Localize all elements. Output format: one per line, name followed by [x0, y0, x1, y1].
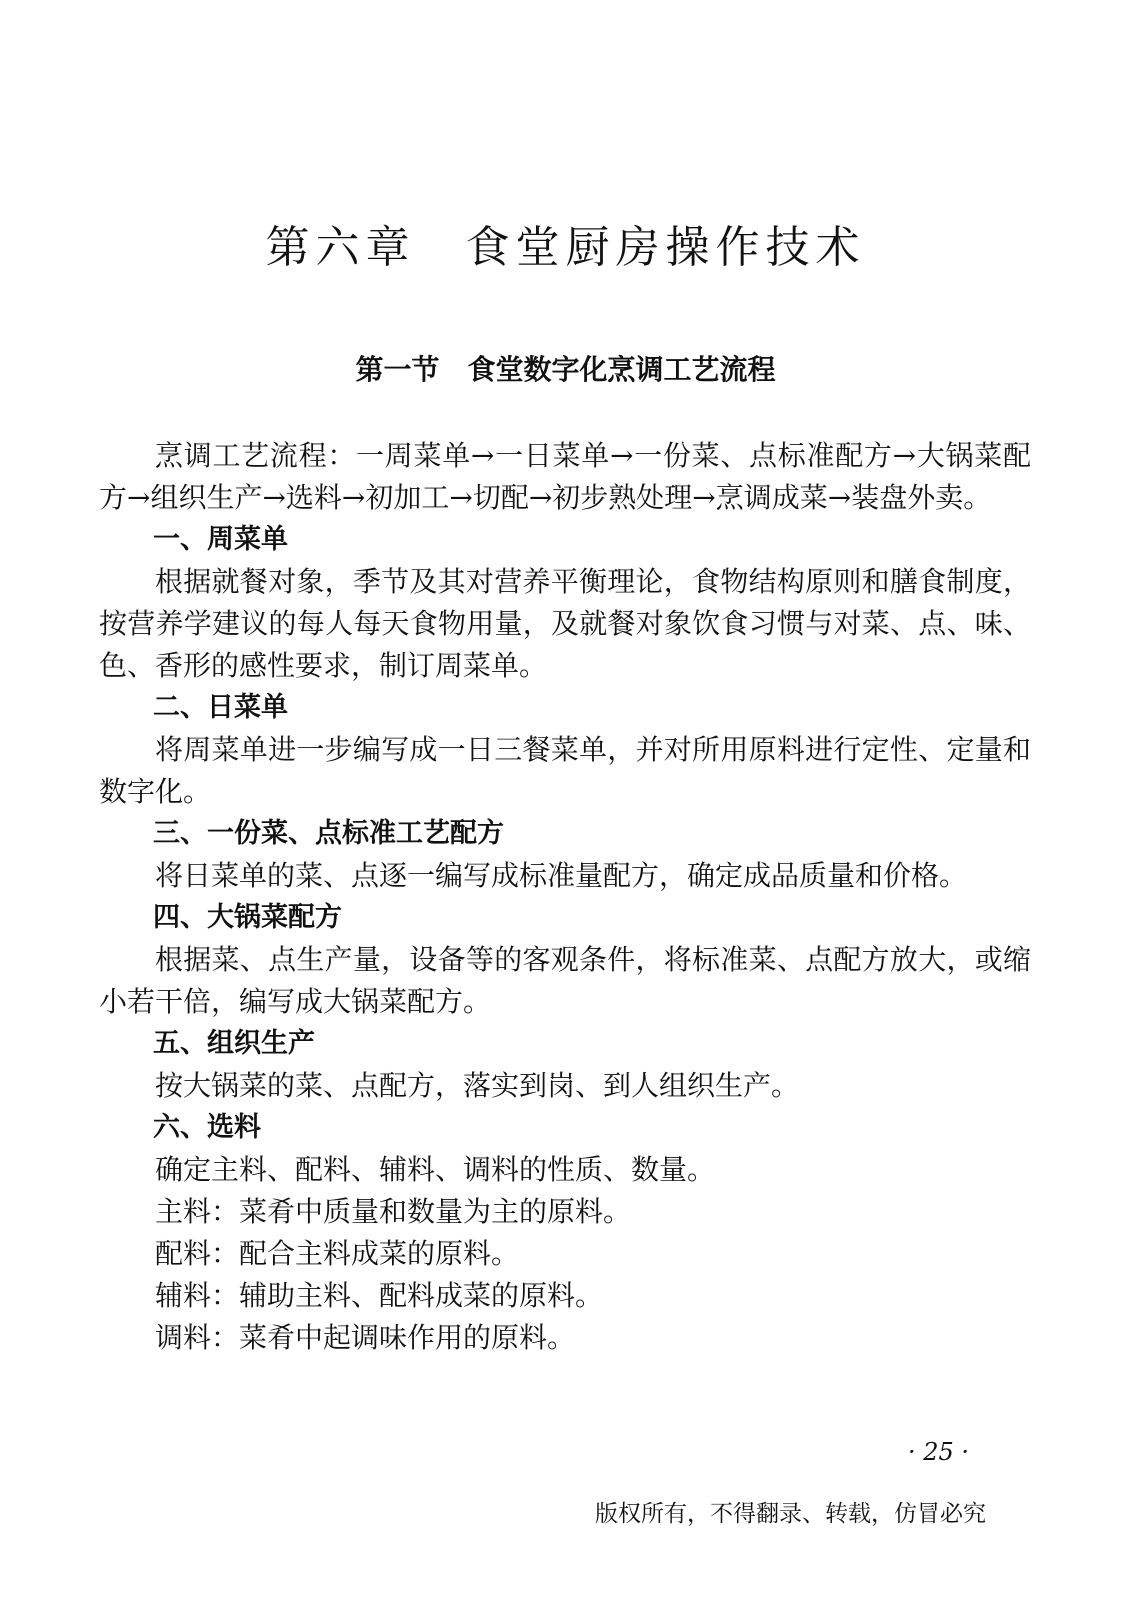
paragraph: 根据菜、点生产量，设备等的客观条件，将标准菜、点配方放大，或缩小若干倍，编写成大锅菜配方。 [99, 943, 1031, 1018]
subheading: 二、日菜单 [153, 692, 288, 723]
paragraph: 辅料：辅助主料、配料成菜的原料。 [155, 1279, 604, 1312]
subheading: 五、组织生产 [153, 1028, 315, 1059]
body-text [99, 435, 1031, 1359]
subheading: 三、一份菜、点标准工艺配方 [153, 818, 504, 849]
paragraph: 烹调工艺流程：一周菜单→一日菜单→一份菜、点标准配方→大锅菜配方→组织生产→选料→初加工→切配→初步熟处理→烹调成菜→装盘外卖。 [99, 439, 1031, 514]
section-title: 第一节 食堂数字化烹调工艺流程 [355, 353, 776, 386]
subheading: 四、大锅菜配方 [153, 902, 342, 933]
paragraph: 将周菜单进一步编写成一日三餐菜单，并对所用原料进行定性、定量和数字化。 [99, 733, 1031, 808]
paragraph: 主料：菜肴中质量和数量为主的原料。 [155, 1195, 632, 1228]
subheading: 六、选料 [153, 1112, 261, 1143]
paragraph: 配料：配合主料成菜的原料。 [155, 1237, 520, 1270]
paragraph: 根据就餐对象，季节及其对营养平衡理论，食物结构原则和膳食制度，按营养学建议的每人每天食物用量，及就餐对象饮食习惯与对菜、点、味、色、香形的感性要求，制订周菜单。 [99, 565, 1031, 682]
paragraph: 确定主料、配料、辅料、调料的性质、数量。 [155, 1153, 716, 1186]
paragraph: 按大锅菜的菜、点配方，落实到岗、到人组织生产。 [155, 1069, 800, 1102]
copyright-notice: 版权所有，不得翻录、转载，仿冒必究 [595, 1501, 986, 1527]
subheading: 一、周菜单 [153, 524, 288, 555]
paragraph: 调料：菜肴中起调味作用的原料。 [155, 1321, 576, 1354]
paragraph: 将日菜单的菜、点逐一编写成标准量配方，确定成品质量和价格。 [155, 859, 968, 892]
chapter-title: 第六章 食堂厨房操作技术 [265, 222, 866, 273]
page-number: · 25 · [908, 1438, 970, 1466]
